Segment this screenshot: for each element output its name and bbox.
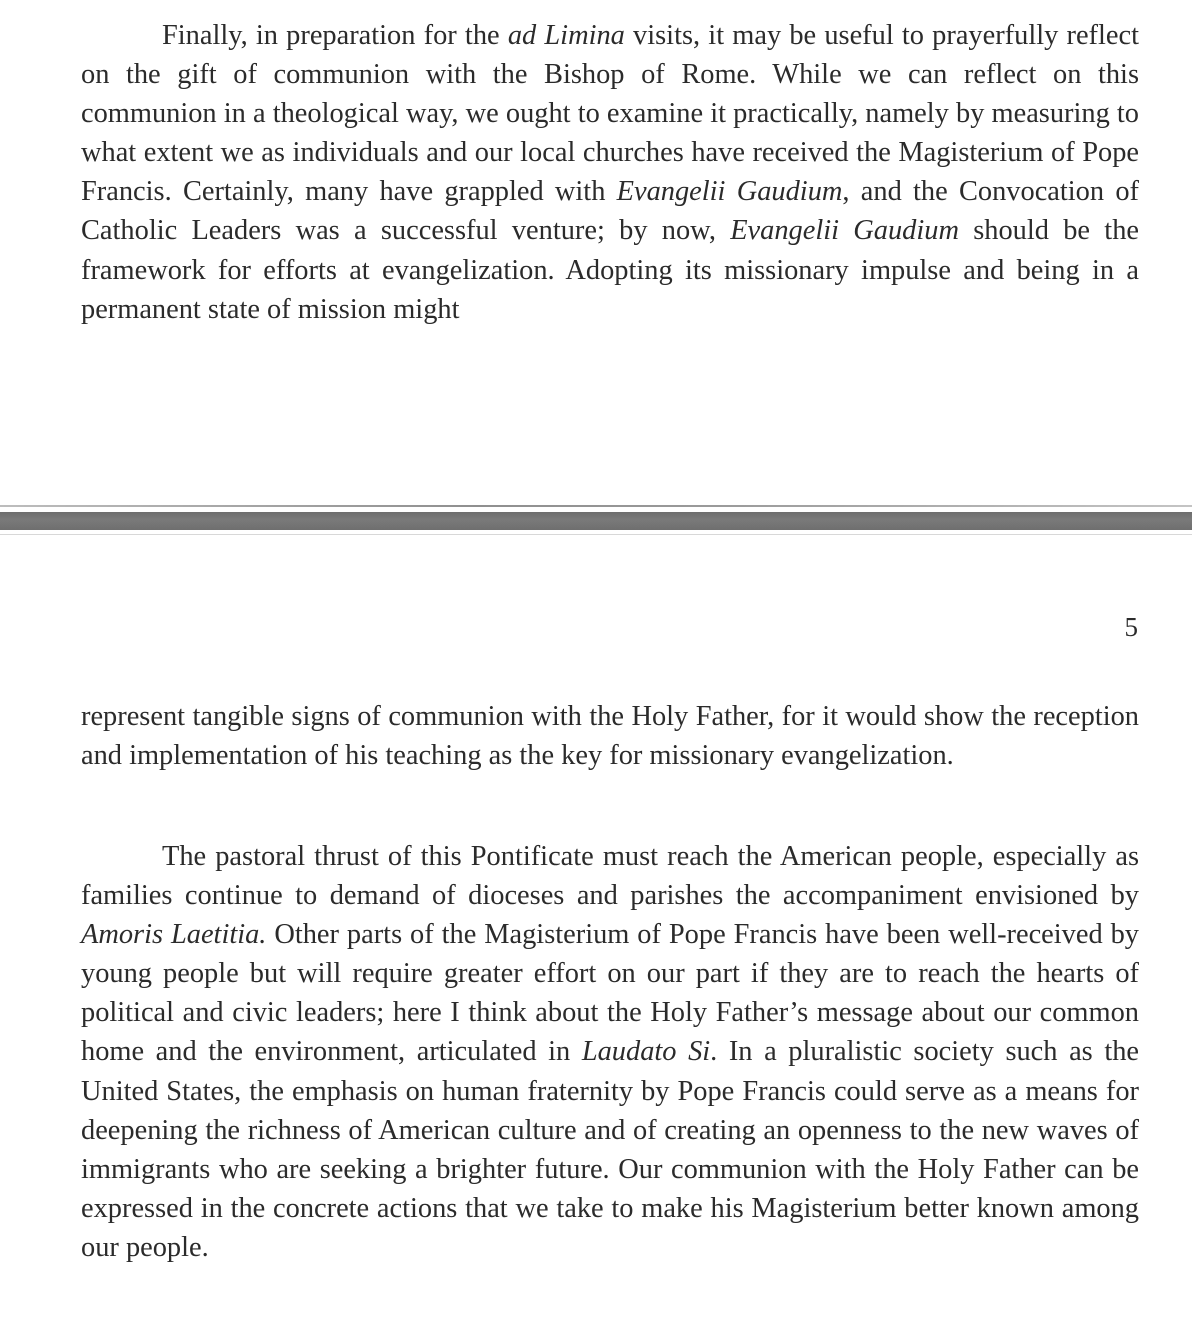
text-segment: The pastoral thrust of this Pontificate must reach the American people, especially as families continue to demand of dioceses and parishes the accompaniment envisioned by [81,841,1139,912]
italic-title-segment: Amoris Laetitia. [81,919,267,951]
italic-title-segment: Evangelii Gaudium [730,215,959,247]
text-segment: Other parts of the Magisterium of Pope Francis have been well-received by young people but will require greater effort on our part if they are to reach the hearts of political and civic leaders; here I think about the Holy Father’s message about our common home and the environment, articulated in [81,919,1139,1068]
italic-title-segment: Laudato Si [581,1036,711,1068]
page-edge-line [0,505,1192,507]
text-segment: Finally, in preparation for the [162,20,508,51]
text-segment: visits, it may be useful to prayerfully reflect on the gift of communion with the Bishop of Rome. While we can reflect on this communion in a theological way, we ought to examine it practically, namely by measuring to what extent we as individuals and our local churches have received the Magisterium of Pope Francis. Certainly, many have grappled with [81,20,1139,208]
page-gap-band [0,512,1192,530]
lower-page [0,540,1192,1318]
italic-title-segment: ad Limina [507,20,625,51]
page-break-divider [0,500,1192,540]
italic-title-segment: Evangelii Gaudium [616,176,843,208]
text-segment: represent tangible signs of communion with the Holy Father, for it would show the reception and implementation of his teaching as the key for missionary evangelization. [81,701,1139,772]
paragraph-pastoral-thrust [81,837,1139,1267]
upper-page [0,0,1192,500]
text-segment: , and the Convocation of Catholic Leaders was a successful venture; by now, [81,176,1139,247]
paragraph-finally [81,16,1139,329]
paragraph-continuation [81,697,1139,775]
text-segment: should be the framework for efforts at evangelization. Adopting its missionary impulse and being in a permanent state of mission might [81,215,1139,325]
page-edge-line [0,534,1192,535]
text-segment: . In a pluralistic society such as the United States, the emphasis on human fraternity by Pope Francis could serve as a means for deepening the richness of American culture and of creating an openness to the new waves of immigrants who are seeking a brighter future. Our communion with the Holy Father can be expressed in the concrete actions that we take to make his Magisterium better known among our people. [81,1036,1140,1263]
page-number: 5 [1124,612,1138,642]
